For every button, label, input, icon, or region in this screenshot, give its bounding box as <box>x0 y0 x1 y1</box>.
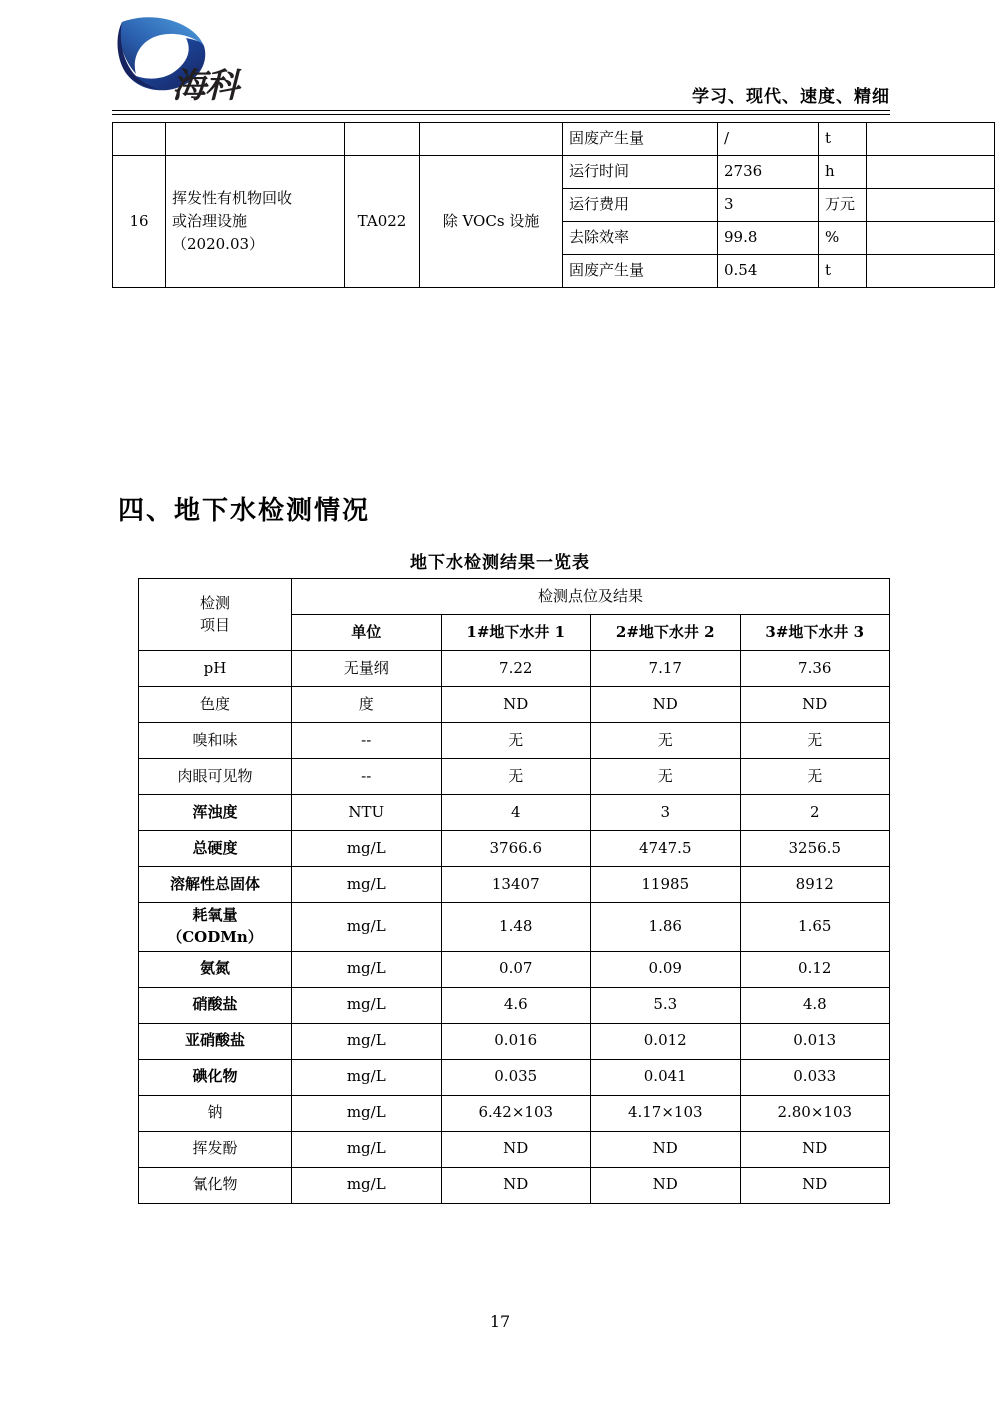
row-item: 氰化物 <box>139 1167 292 1203</box>
row-value-1: 无 <box>441 759 591 795</box>
row-value-1: 7.22 <box>441 651 591 687</box>
water-quality-table <box>138 578 890 1204</box>
row-value-3: 2.80×103 <box>740 1095 890 1131</box>
equip-value: 99.8 <box>718 222 819 255</box>
header-point-1: 1#地下水井 1 <box>441 615 591 651</box>
row-value-2: 3 <box>591 795 741 831</box>
row-unit: -- <box>292 759 442 795</box>
equipment-table <box>112 122 995 288</box>
row-value-2: ND <box>591 1131 741 1167</box>
row-item: 钠 <box>139 1095 292 1131</box>
row-value-1: 3766.6 <box>441 831 591 867</box>
table-row <box>139 1059 890 1095</box>
row-unit: mg/L <box>292 1167 442 1203</box>
table-row <box>139 759 890 795</box>
row-unit: mg/L <box>292 831 442 867</box>
equip-value: 2736 <box>718 156 819 189</box>
row-unit: mg/L <box>292 951 442 987</box>
row-value-1: ND <box>441 1167 591 1203</box>
company-logo <box>112 12 252 104</box>
row-item: 肉眼可见物 <box>139 759 292 795</box>
equip-value: 3 <box>718 189 819 222</box>
table-row <box>139 1095 890 1131</box>
equip-value: 0.54 <box>718 255 819 288</box>
header-item-line1: 检测 <box>199 593 230 612</box>
row-item <box>139 903 292 952</box>
header-unit: 单位 <box>292 615 442 651</box>
row-value-2: 无 <box>591 759 741 795</box>
equip-type: 除 VOCs 设施 <box>420 156 563 288</box>
table-header-row <box>139 579 890 615</box>
row-value-1: 4.6 <box>441 987 591 1023</box>
row-item-line1: 耗氧量 <box>192 906 238 924</box>
row-value-3: ND <box>740 687 890 723</box>
row-item: 氨氮 <box>139 951 292 987</box>
page-header <box>0 0 1000 112</box>
table-row <box>139 987 890 1023</box>
table-row <box>113 123 995 156</box>
page-number: 17 <box>489 1312 511 1331</box>
header-divider <box>112 110 890 115</box>
row-value-2: 11985 <box>591 867 741 903</box>
logo-wordmark: 海科 <box>172 66 238 106</box>
equip-unit: t <box>819 255 867 288</box>
row-value-3: 无 <box>740 723 890 759</box>
row-item: 碘化物 <box>139 1059 292 1095</box>
equip-metric: 运行费用 <box>563 189 718 222</box>
equip-name-line3: （2020.03） <box>172 235 265 254</box>
equip-unit: 万元 <box>819 189 867 222</box>
row-value-1: 0.016 <box>441 1023 591 1059</box>
row-value-2: 0.041 <box>591 1059 741 1095</box>
row-value-1: ND <box>441 687 591 723</box>
equip-unit: % <box>819 222 867 255</box>
row-item: pH <box>139 651 292 687</box>
table-row <box>139 687 890 723</box>
header-item-label <box>139 579 292 651</box>
section-heading: 四、地下水检测情况 <box>118 496 371 526</box>
table-row <box>139 867 890 903</box>
row-unit: mg/L <box>292 867 442 903</box>
row-unit: mg/L <box>292 1059 442 1095</box>
row-value-1: 0.07 <box>441 951 591 987</box>
row-value-1: 无 <box>441 723 591 759</box>
row-item-line2: （CODMn） <box>167 927 263 946</box>
equip-index <box>113 123 166 156</box>
row-value-3: 7.36 <box>740 651 890 687</box>
row-value-2: 4.17×103 <box>591 1095 741 1131</box>
table-row <box>139 723 890 759</box>
row-unit: mg/L <box>292 1131 442 1167</box>
equip-rest <box>867 255 995 288</box>
row-value-1: ND <box>441 1131 591 1167</box>
row-value-1: 0.035 <box>441 1059 591 1095</box>
row-value-2: 7.17 <box>591 651 741 687</box>
equip-metric: 运行时间 <box>563 156 718 189</box>
row-item: 硝酸盐 <box>139 987 292 1023</box>
equip-rest <box>867 222 995 255</box>
row-unit: mg/L <box>292 987 442 1023</box>
row-item: 嗅和味 <box>139 723 292 759</box>
row-value-1: 13407 <box>441 867 591 903</box>
row-value-3: 无 <box>740 759 890 795</box>
water-table-container <box>138 578 890 1204</box>
row-value-3: ND <box>740 1167 890 1203</box>
row-unit: 度 <box>292 687 442 723</box>
table-row <box>139 903 890 952</box>
equip-unit: t <box>819 123 867 156</box>
row-value-2: 5.3 <box>591 987 741 1023</box>
equip-name-line1: 挥发性有机物回收 <box>172 188 293 207</box>
equip-index: 16 <box>113 156 166 288</box>
row-value-2: ND <box>591 1167 741 1203</box>
row-value-3: 8912 <box>740 867 890 903</box>
row-unit: mg/L <box>292 1095 442 1131</box>
table-row <box>113 156 995 189</box>
equip-code <box>345 123 420 156</box>
row-value-2: 1.86 <box>591 903 741 952</box>
row-value-2: 4747.5 <box>591 831 741 867</box>
row-value-3: 0.12 <box>740 951 890 987</box>
row-value-1: 6.42×103 <box>441 1095 591 1131</box>
water-table-title: 地下水检测结果一览表 <box>410 553 590 573</box>
row-value-2: ND <box>591 687 741 723</box>
row-item: 亚硝酸盐 <box>139 1023 292 1059</box>
equip-code: TA022 <box>345 156 420 288</box>
equip-name <box>166 156 345 288</box>
row-unit: -- <box>292 723 442 759</box>
table-row <box>139 951 890 987</box>
row-value-2: 无 <box>591 723 741 759</box>
row-item: 浑浊度 <box>139 795 292 831</box>
header-point-2: 2#地下水井 2 <box>591 615 741 651</box>
row-value-3: 0.013 <box>740 1023 890 1059</box>
equip-rest <box>867 189 995 222</box>
row-value-3: 2 <box>740 795 890 831</box>
table-row <box>139 1023 890 1059</box>
equip-rest <box>867 123 995 156</box>
equip-metric: 去除效率 <box>563 222 718 255</box>
row-value-2: 0.012 <box>591 1023 741 1059</box>
table-row <box>139 1131 890 1167</box>
row-item: 溶解性总固体 <box>139 867 292 903</box>
row-unit: 无量纲 <box>292 651 442 687</box>
equip-rest <box>867 156 995 189</box>
header-item-line2: 项目 <box>199 615 230 634</box>
table-row <box>139 1167 890 1203</box>
row-value-3: 0.033 <box>740 1059 890 1095</box>
row-item: 总硬度 <box>139 831 292 867</box>
equip-name-line2: 或治理设施 <box>172 211 248 230</box>
table-row <box>139 795 890 831</box>
row-unit: NTU <box>292 795 442 831</box>
row-unit: mg/L <box>292 1023 442 1059</box>
row-value-2: 0.09 <box>591 951 741 987</box>
row-value-1: 1.48 <box>441 903 591 952</box>
equip-name <box>166 123 345 156</box>
row-value-3: 1.65 <box>740 903 890 952</box>
row-item: 挥发酚 <box>139 1131 292 1167</box>
row-value-1: 4 <box>441 795 591 831</box>
equip-metric: 固废产生量 <box>563 255 718 288</box>
row-item: 色度 <box>139 687 292 723</box>
header-group-label: 检测点位及结果 <box>292 579 890 615</box>
row-unit: mg/L <box>292 903 442 952</box>
row-value-3: ND <box>740 1131 890 1167</box>
equip-type <box>420 123 563 156</box>
equip-value: / <box>718 123 819 156</box>
header-point-3: 3#地下水井 3 <box>740 615 890 651</box>
table-row <box>139 651 890 687</box>
equip-metric: 固废产生量 <box>563 123 718 156</box>
equip-unit: h <box>819 156 867 189</box>
header-slogan: 学习、现代、速度、精细 <box>692 87 890 107</box>
table-row <box>139 831 890 867</box>
equipment-table-container <box>112 122 890 288</box>
row-value-3: 3256.5 <box>740 831 890 867</box>
row-value-3: 4.8 <box>740 987 890 1023</box>
